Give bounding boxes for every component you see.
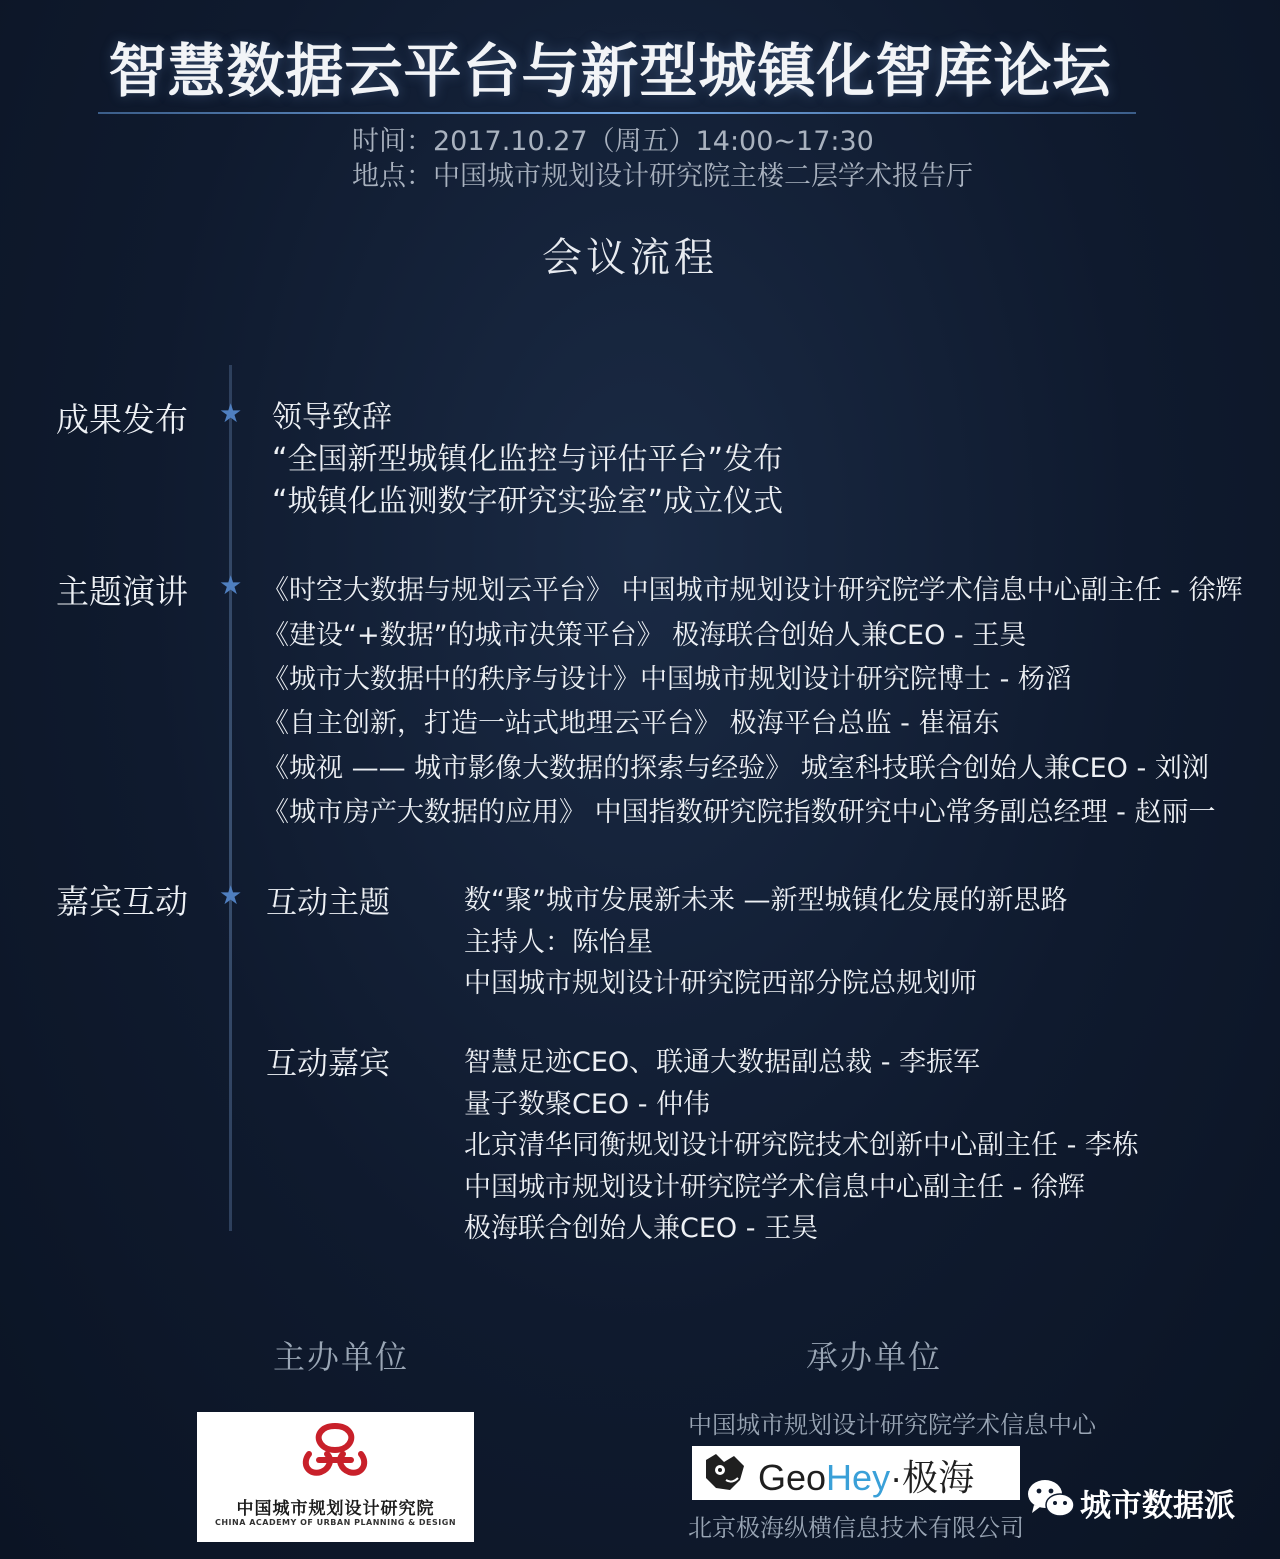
section-label-interaction: 嘉宾互动 xyxy=(56,882,188,921)
guest-line: 智慧足迹CEO、联通大数据副总裁 - 李振军 xyxy=(464,1047,981,1078)
guest-line: 极海联合创始人兼CEO - 王昊 xyxy=(464,1213,819,1244)
geohey-wordmark xyxy=(758,1450,974,1501)
keynote-item: 《时空大数据与规划云平台》 中国城市规划设计研究院学术信息中心副主任 - 徐辉 xyxy=(262,575,1243,606)
geohey-geo-text: Geo xyxy=(758,1457,827,1498)
geohey-cn-text: ·极海 xyxy=(890,1457,975,1498)
geohey-mascot-icon xyxy=(700,1452,750,1494)
wechat-icon xyxy=(1024,1475,1078,1521)
caupd-logo xyxy=(197,1412,474,1542)
star-icon: ★ xyxy=(219,881,243,911)
star-icon: ★ xyxy=(219,571,243,601)
guest-line: 量子数聚CEO - 仲伟 xyxy=(464,1089,711,1120)
event-time: 时间：2017.10.27（周五）14:00~17:30 xyxy=(352,126,874,157)
interaction-guests-label: 互动嘉宾 xyxy=(266,1046,390,1082)
interaction-topic-label: 互动主题 xyxy=(266,885,390,921)
keynote-item: 《城市大数据中的秩序与设计》中国城市规划设计研究院博士 - 杨滔 xyxy=(262,664,1072,695)
topic-line: 中国城市规划设计研究院西部分院总规划师 xyxy=(464,968,977,999)
guest-line: 中国城市规划设计研究院学术信息中心副主任 - 徐辉 xyxy=(464,1172,1085,1203)
section-label-keynote: 主题演讲 xyxy=(56,572,188,611)
title-divider xyxy=(98,112,1136,114)
organizer-2: 北京极海纵横信息技术有限公司 xyxy=(688,1514,1024,1542)
section-label-release: 成果发布 xyxy=(56,400,188,439)
page-title: 智慧数据云平台与新型城镇化智库论坛 xyxy=(108,37,1112,105)
release-item: “城镇化监测数字研究实验室”成立仪式 xyxy=(272,484,784,519)
event-place: 地点：中国城市规划设计研究院主楼二层学术报告厅 xyxy=(352,161,973,192)
organizer-label: 承办单位 xyxy=(806,1338,943,1376)
star-icon: ★ xyxy=(219,399,243,429)
geohey-logo xyxy=(692,1446,1020,1500)
host-label: 主办单位 xyxy=(273,1338,410,1376)
watermark-text: 城市数据派 xyxy=(1080,1488,1235,1524)
timeline-line xyxy=(229,365,232,1231)
release-item: 领导致辞 xyxy=(272,400,392,435)
topic-line: 数“聚”城市发展新未来 —新型城镇化发展的新思路 xyxy=(464,885,1068,916)
release-item: “全国新型城镇化监控与评估平台”发布 xyxy=(272,442,784,477)
organizer-1: 中国城市规划设计研究院学术信息中心 xyxy=(688,1411,1096,1439)
caupd-emblem-icon xyxy=(197,1412,474,1494)
keynote-item: 《城视 —— 城市影像大数据的探索与经验》 城室科技联合创始人兼CEO - 刘浏 xyxy=(262,753,1209,784)
keynote-item: 《城市房产大数据的应用》 中国指数研究院指数研究中心常务副总经理 - 赵丽一 xyxy=(262,797,1216,828)
geohey-hey-text: Hey xyxy=(826,1457,891,1498)
agenda-heading: 会议流程 xyxy=(542,235,718,281)
keynote-item: 《自主创新，打造一站式地理云平台》 极海平台总监 - 崔福东 xyxy=(262,708,1000,739)
caupd-logo-english: CHINA ACADEMY OF URBAN PLANNING & DESIGN xyxy=(214,1518,457,1527)
topic-line: 主持人：陈怡星 xyxy=(464,927,653,958)
caupd-logo-name: 中国城市规划设计研究院 xyxy=(236,1499,435,1519)
keynote-item: 《建设“+数据”的城市决策平台》 极海联合创始人兼CEO - 王昊 xyxy=(262,620,1027,651)
guest-line: 北京清华同衡规划设计研究院技术创新中心副主任 - 李栋 xyxy=(464,1130,1139,1161)
